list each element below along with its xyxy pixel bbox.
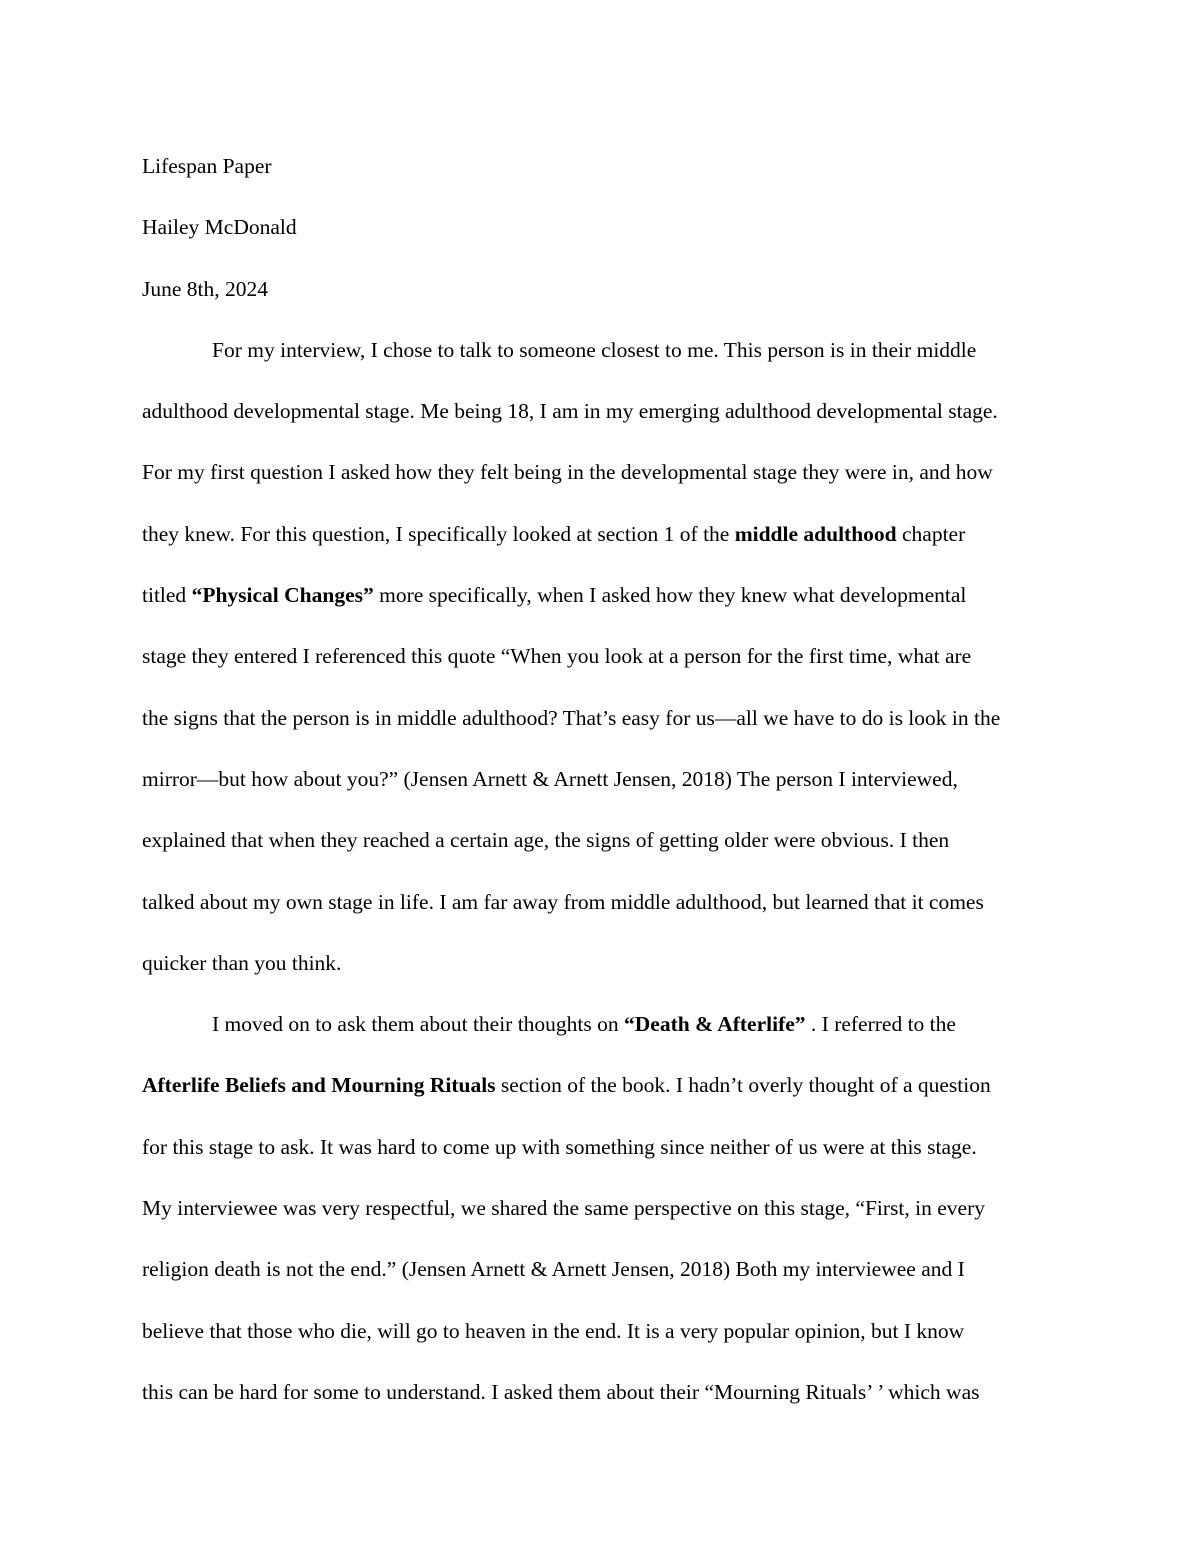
- document-title: Lifespan Paper: [142, 154, 272, 178]
- paragraph-line: they knew. For this question, I specifically looked at section 1 of the middle adulthood chapter: [142, 521, 966, 546]
- paragraph-line: the signs that the person is in middle adulthood? That’s easy for us—all we have to do is look in the: [142, 705, 1001, 730]
- paragraph-line: I moved on to ask them about their thoughts on “Death & Afterlife” . I referred to the: [212, 1012, 956, 1037]
- paragraph-line: this can be hard for some to understand. I asked them about their “Mourning Rituals’ ’ which was: [142, 1379, 980, 1404]
- bold-term: middle adulthood: [734, 521, 897, 546]
- paragraph-line: explained that when they reached a certain age, the signs of getting older were obvious. I then: [142, 828, 950, 853]
- paragraph-line: believe that those who die, will go to heaven in the end. It is a very popular opinion, but I know: [142, 1318, 965, 1343]
- paragraph-line: adulthood developmental stage. Me being 18, I am in my emerging adulthood developmental stage.: [142, 399, 998, 424]
- paragraph-line: For my interview, I chose to talk to someone closest to me. This person is in their middle: [212, 337, 977, 362]
- document-date: June 8th, 2024: [142, 276, 269, 301]
- paragraph-line: For my first question I asked how they felt being in the developmental stage they were in, and how: [142, 460, 993, 485]
- paragraph-line: My interviewee was very respectful, we shared the same perspective on this stage, “First, in every: [142, 1196, 985, 1221]
- paragraph-2: [142, 994, 1072, 1423]
- author-name: Hailey McDonald: [142, 215, 297, 240]
- paragraph-line: mirror—but how about you?” (Jensen Arnett & Arnett Jensen, 2018) The person I interviewed,: [142, 766, 958, 791]
- paragraph-line: quicker than you think.: [142, 950, 342, 975]
- paragraph-line: Afterlife Beliefs and Mourning Rituals section of the book. I hadn’t overly thought of a question: [142, 1073, 991, 1098]
- paragraph-line: religion death is not the end.” (Jensen Arnett & Arnett Jensen, 2018) Both my interviewee and I: [142, 1257, 965, 1282]
- paragraph-line: stage they entered I referenced this quote “When you look at a person for the first time, what are: [142, 644, 972, 669]
- bold-term: “Physical Changes”: [191, 583, 374, 608]
- bold-term: “Death & Afterlife”: [624, 1012, 806, 1037]
- paragraph-line: titled “Physical Changes” more specifically, when I asked how they knew what developmental: [142, 583, 967, 608]
- bold-term: Afterlife Beliefs and Mourning Rituals: [142, 1073, 496, 1098]
- document-body: [142, 136, 1072, 1423]
- paragraph-line: talked about my own stage in life. I am far away from middle adulthood, but learned that it comes: [142, 889, 984, 914]
- paragraph-1: [142, 320, 1072, 994]
- paragraph-line: for this stage to ask. It was hard to come up with something since neither of us were at this stage.: [142, 1134, 977, 1159]
